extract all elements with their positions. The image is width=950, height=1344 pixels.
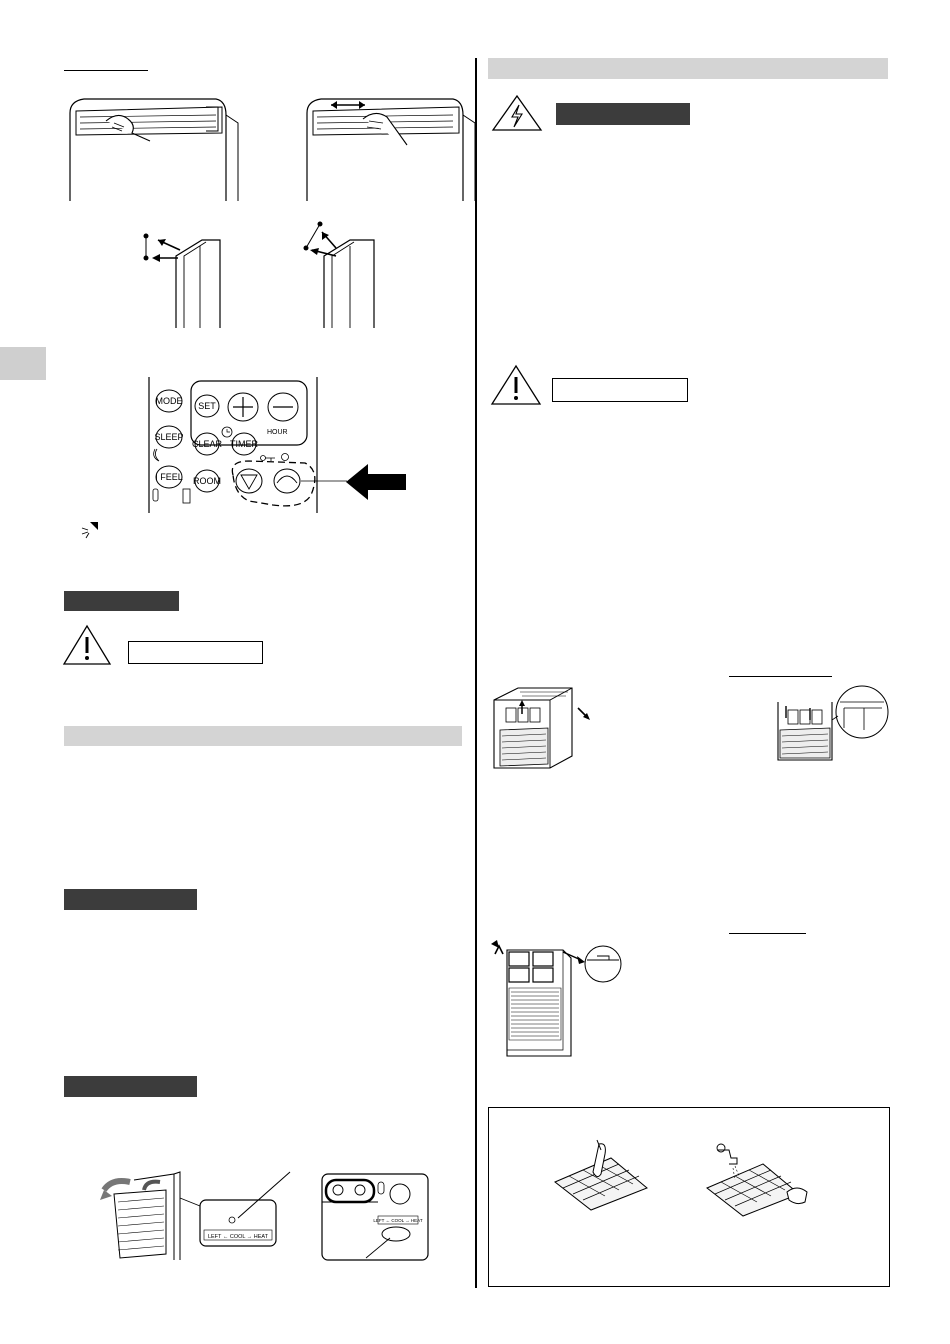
caution-label-box [128, 641, 263, 664]
section-label-bar [64, 889, 197, 910]
electric-hazard-icon [491, 94, 543, 132]
hour-label: HOUR [267, 429, 288, 436]
unit-control-panel-illustration [104, 1170, 294, 1262]
section-header-bar [488, 58, 888, 79]
knob-mode-labels: LEFT ← COOL → HEAT [207, 1234, 269, 1240]
chapter-side-tab [0, 347, 46, 380]
filter-washing-illustration [705, 1140, 810, 1220]
louver-angle-diagram-1 [140, 226, 230, 328]
column-divider [475, 58, 477, 1288]
timer-button-label: TIMER [230, 439, 258, 449]
warning-triangle-icon [62, 624, 112, 666]
filter-cleaning-frame [488, 1107, 890, 1287]
ifeel-button-label: I FEEL [155, 472, 183, 482]
section-heading-underline [729, 933, 806, 934]
section-heading-underline [729, 676, 832, 677]
section-label-bar [64, 1076, 197, 1097]
louver-hand-illustration-1 [66, 93, 241, 203]
section-heading-underline [64, 70, 148, 71]
sleep-button-label: SLEEP [154, 432, 184, 442]
warning-triangle-icon [490, 364, 542, 406]
pointer-arrow-icon [346, 464, 408, 500]
panel-button-illustration [320, 1172, 430, 1262]
mode-button-label: MODE [155, 396, 183, 406]
louver-hand-illustration-2 [303, 93, 478, 203]
panel-mode-labels: LEFT ← COOL → HEAT [373, 1218, 423, 1223]
air-swing-icon [80, 520, 100, 540]
filter-removal-illustration-3 [487, 938, 637, 1058]
caution-label-box [552, 378, 688, 402]
clear-button-label: CLEAR [191, 439, 223, 449]
danger-label-bar [556, 103, 690, 125]
section-label-bar [64, 591, 179, 611]
room-button-label: ROOM [193, 476, 221, 486]
filter-removal-illustration-1 [488, 684, 608, 770]
set-button-label: SET [198, 401, 216, 411]
filter-removal-illustration-2 [768, 684, 890, 766]
louver-angle-diagram-2 [302, 218, 392, 328]
filter-vacuum-illustration [553, 1140, 653, 1210]
section-header-bar [64, 726, 462, 746]
